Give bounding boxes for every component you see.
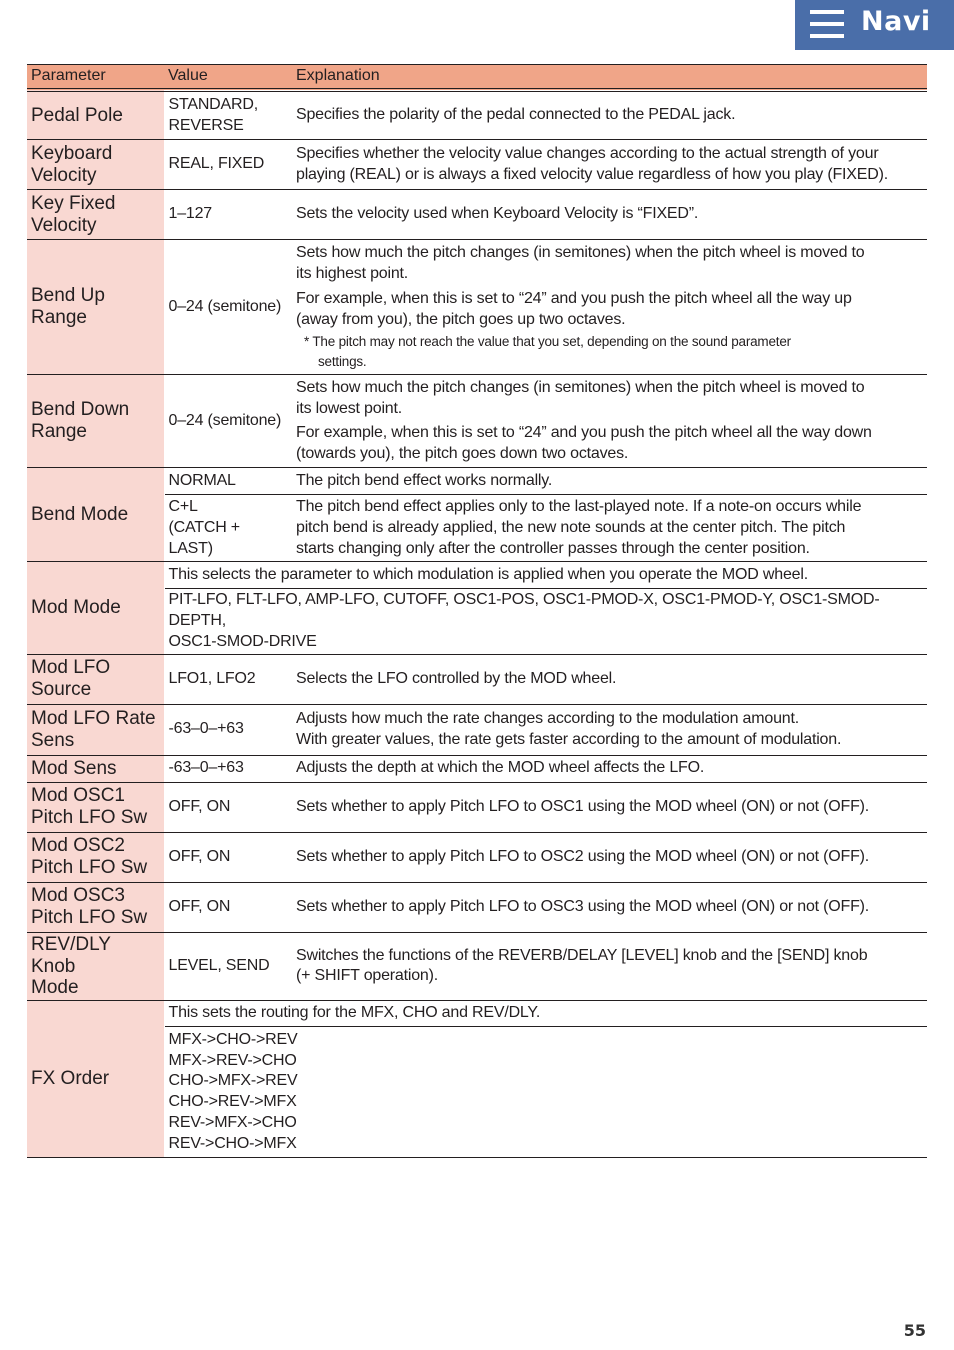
param-explanation: Sets whether to apply Pitch LFO to OSC3 using the MOD wheel (ON) or not (OFF). — [292, 882, 927, 932]
param-name: Mod OSC3 Pitch LFO Sw — [27, 882, 164, 932]
table-row — [27, 190, 927, 240]
param-explanation: This sets the routing for the MFX, CHO and REV/DLY. — [164, 1001, 927, 1027]
param-name: Mod LFO Source — [27, 654, 164, 704]
param-value: 0–24 (semitone) — [164, 375, 292, 468]
param-value: REAL, FIXED — [164, 140, 292, 190]
param-name: Pedal Pole — [27, 90, 164, 140]
navi-button[interactable] — [795, 0, 954, 50]
header-explanation: Explanation — [292, 65, 927, 90]
param-explanation: Specifies whether the velocity value changes according to the actual strength of your playing (REAL) or is always a fixed velocity value regardless of how you play (FIXED). — [292, 140, 927, 190]
table-row — [27, 140, 927, 190]
param-name: Bend Down Range — [27, 375, 164, 468]
param-name: Mod OSC1 Pitch LFO Sw — [27, 782, 164, 832]
param-value: C+L (CATCH + LAST) — [164, 495, 292, 562]
param-name: Bend Mode — [27, 468, 164, 562]
param-name: REV/DLY Knob Mode — [27, 932, 164, 1001]
param-value: 1–127 — [164, 190, 292, 240]
param-explanation: Selects the LFO controlled by the MOD wheel. — [292, 654, 927, 704]
table-row — [27, 782, 927, 832]
table-row — [27, 882, 927, 932]
param-value: PIT-LFO, FLT-LFO, AMP-LFO, CUTOFF, OSC1-POS, OSC1-PMOD-X, OSC1-PMOD-Y, OSC1-SMOD-DEPTH, OSC1-SMOD-DRIVE — [164, 589, 927, 654]
param-name: Mod LFO Rate Sens — [27, 704, 164, 755]
navi-label: Navi — [861, 6, 931, 37]
table-row — [27, 562, 927, 589]
param-value: LFO1, LFO2 — [164, 654, 292, 704]
param-explanation: Switches the functions of the REVERB/DELAY [LEVEL] knob and the [SEND] knob (+ SHIFT operation). — [292, 932, 927, 1001]
table-row — [27, 832, 927, 882]
param-name: Mod Mode — [27, 562, 164, 654]
param-explanation: Sets how much the pitch changes (in semitones) when the pitch wheel is moved to its lowest point. For example, when this is set to “24” and you push the pitch wheel all the way down (towards you), the pitch goes down two octaves. — [292, 375, 927, 468]
table-row — [27, 1001, 927, 1027]
param-value: -63–0–+63 — [164, 704, 292, 755]
param-name: Keyboard Velocity — [27, 140, 164, 190]
header-value: Value — [164, 65, 292, 90]
table-header-row — [27, 65, 927, 90]
table-row — [27, 240, 927, 375]
param-explanation: Sets the velocity used when Keyboard Velocity is “FIXED”. — [292, 190, 927, 240]
param-explanation: Sets whether to apply Pitch LFO to OSC2 using the MOD wheel (ON) or not (OFF). — [292, 832, 927, 882]
param-value: OFF, ON — [164, 882, 292, 932]
param-name: Mod Sens — [27, 755, 164, 782]
header-parameter: Parameter — [27, 65, 164, 90]
param-name: Key Fixed Velocity — [27, 190, 164, 240]
param-value: 0–24 (semitone) — [164, 240, 292, 375]
param-explanation: This selects the parameter to which modulation is applied when you operate the MOD wheel. — [164, 562, 927, 589]
param-explanation: Sets whether to apply Pitch LFO to OSC1 using the MOD wheel (ON) or not (OFF). — [292, 782, 927, 832]
footnote: * The pitch may not reach the value that you set, depending on the sound parameter settings. — [304, 334, 791, 369]
param-explanation: Sets how much the pitch changes (in semitones) when the pitch wheel is moved to its highest point. For example, when this is set to “24” and you push the pitch wheel all the way up (away from you), the pitch goes up two octaves. * The pitch may not reach the value that you set, depending on the sound parameter settings. — [292, 240, 927, 375]
param-explanation: Specifies the polarity of the pedal connected to the PEDAL jack. — [292, 90, 927, 140]
param-value: LEVEL, SEND — [164, 932, 292, 1001]
table-row — [27, 654, 927, 704]
table-row — [27, 468, 927, 495]
param-explanation: Adjusts how much the rate changes according to the modulation amount. With greater values, the rate gets faster according to the amount of modulation. — [292, 704, 927, 755]
table-row — [27, 90, 927, 140]
param-name: FX Order — [27, 1001, 164, 1158]
param-explanation: Adjusts the depth at which the MOD wheel affects the LFO. — [292, 755, 927, 782]
param-value: -63–0–+63 — [164, 755, 292, 782]
param-explanation: The pitch bend effect works normally. — [292, 468, 927, 495]
table-row — [27, 704, 927, 755]
parameter-table — [27, 64, 927, 1158]
table-row — [27, 755, 927, 782]
param-value: STANDARD, REVERSE — [164, 90, 292, 140]
table-row — [27, 932, 927, 1001]
param-explanation: The pitch bend effect applies only to the last-played note. If a note-on occurs while pitch bend is already applied, the new note sounds at the center pitch. The pitch starts changing only after the controller passes through the center position. — [292, 495, 927, 562]
table-row — [27, 375, 927, 468]
param-name: Mod OSC2 Pitch LFO Sw — [27, 832, 164, 882]
param-value: NORMAL — [164, 468, 292, 495]
param-value: MFX->CHO->REV MFX->REV->CHO CHO->MFX->REV CHO->REV->MFX REV->MFX->CHO REV->CHO->MFX — [164, 1027, 927, 1158]
param-value: OFF, ON — [164, 782, 292, 832]
menu-icon — [810, 10, 844, 38]
param-name: Bend Up Range — [27, 240, 164, 375]
param-value: OFF, ON — [164, 832, 292, 882]
page-number: 55 — [903, 1321, 926, 1340]
